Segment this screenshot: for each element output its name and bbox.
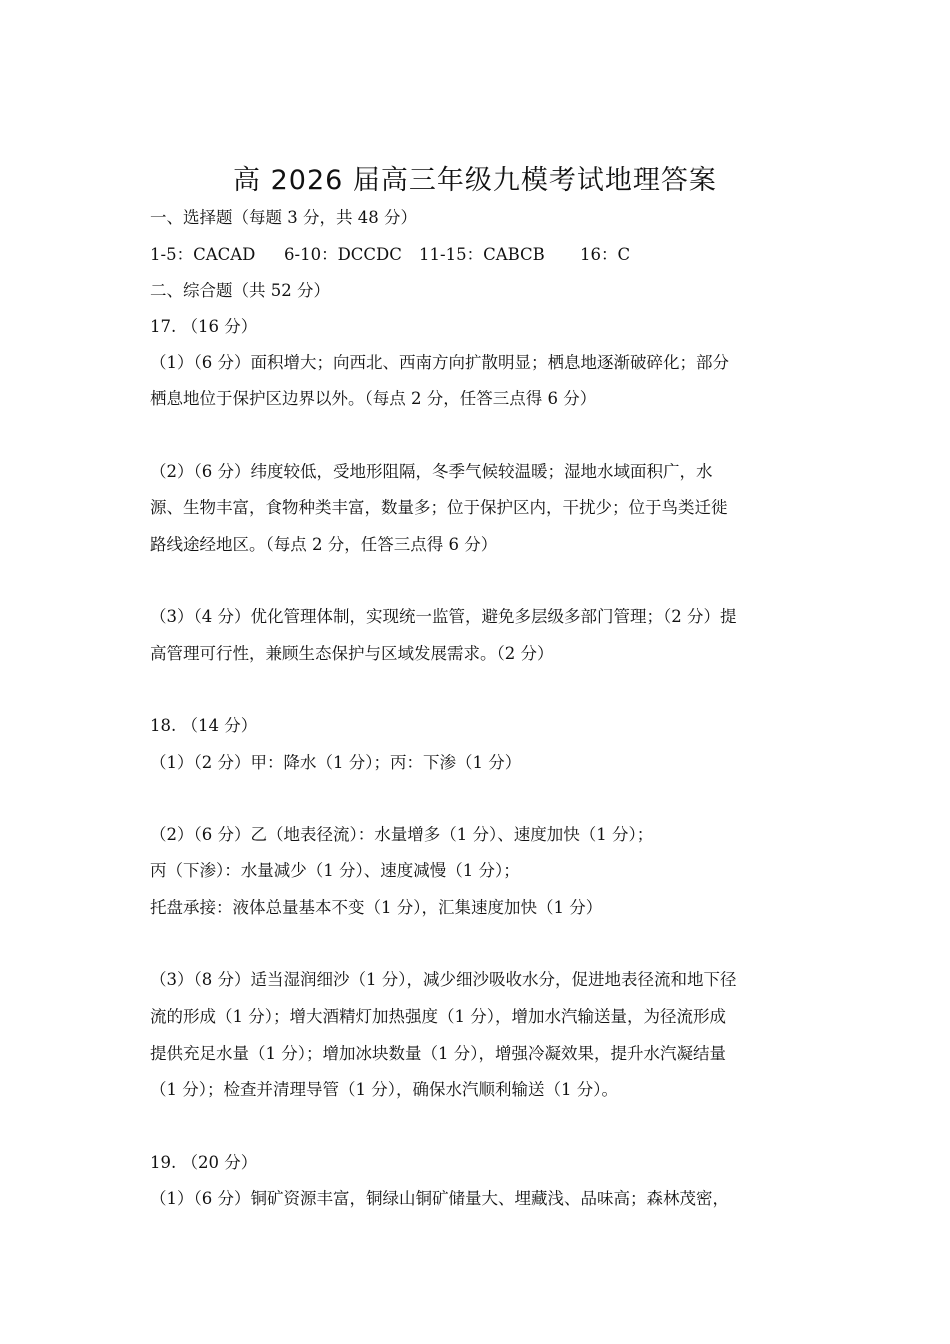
answers-1-5: 1-5：CACAD bbox=[150, 245, 256, 264]
answers-6-10: 6-10：DCCDC bbox=[284, 245, 402, 264]
choice-answers-row bbox=[150, 241, 810, 265]
q17-header: 17. （16 分） bbox=[150, 317, 258, 336]
q17-part2-line3: 路线途经地区。（每点 2 分，任答三点得 6 分） bbox=[150, 535, 498, 554]
section-choice-heading: 一、选择题（每题 3 分，共 48 分） bbox=[150, 208, 417, 227]
q17-part1-line2: 栖息地位于保护区边界以外。（每点 2 分，任答三点得 6 分） bbox=[150, 389, 597, 408]
q17-part3-line2: 高管理可行性，兼顾生态保护与区域发展需求。（2 分） bbox=[150, 644, 554, 663]
q18-part2-line3: 托盘承接：液体总量基本不变（1 分），汇集速度加快（1 分） bbox=[150, 898, 603, 917]
q17-part3-line1: （3）（4 分）优化管理体制，实现统一监管，避免多层级多部门管理；（2 分）提 bbox=[150, 607, 737, 626]
q18-part3-line2: 流的形成（1 分）；增大酒精灯加热强度（1 分），增加水汽输送量，为径流形成 bbox=[150, 1007, 726, 1026]
page-title: 高 2026 届高三年级九模考试地理答案 bbox=[233, 165, 717, 196]
q18-part3-line1: （3）（8 分）适当湿润细沙（1 分），减少细沙吸收水分，促进地表径流和地下径 bbox=[150, 970, 737, 989]
q17-part2-line1: （2）（6 分）纬度较低，受地形阻隔，冬季气候较温暖；湿地水域面积广，水 bbox=[150, 462, 713, 481]
q17-part1-line1: （1）（6 分）面积增大；向西北、西南方向扩散明显；栖息地逐渐破碎化；部分 bbox=[150, 353, 729, 372]
q18-header: 18. （14 分） bbox=[150, 716, 258, 735]
section-comprehensive-heading: 二、综合题（共 52 分） bbox=[150, 281, 330, 300]
q18-part3-line4: （1 分）；检查并清理导管（1 分），确保水汽顺利输送（1 分）。 bbox=[150, 1080, 618, 1099]
q19-header: 19. （20 分） bbox=[150, 1153, 258, 1172]
q18-part2-line2: 丙（下渗）：水量减少（1 分）、速度减慢（1 分）； bbox=[150, 861, 520, 880]
answer-16: 16：C bbox=[580, 245, 631, 264]
answers-11-15: 11-15：CABCB bbox=[419, 245, 545, 264]
q18-part1-line1: （1）（2 分）甲：降水（1 分）；丙：下渗（1 分） bbox=[150, 753, 522, 772]
q18-part3-line3: 提供充足水量（1 分）；增加冰块数量（1 分），增强冷凝效果，提升水汽凝结量 bbox=[150, 1044, 726, 1063]
q19-part1-line1: （1）（6 分）铜矿资源丰富，铜绿山铜矿储量大、埋藏浅、品味高；森林茂密， bbox=[150, 1189, 729, 1208]
q17-part2-line2: 源、生物丰富，食物种类丰富，数量多；位于保护区内，干扰少；位于鸟类迁徙 bbox=[150, 498, 728, 517]
q18-part2-line1: （2）（6 分）乙（地表径流）：水量增多（1 分）、速度加快（1 分）； bbox=[150, 825, 654, 844]
